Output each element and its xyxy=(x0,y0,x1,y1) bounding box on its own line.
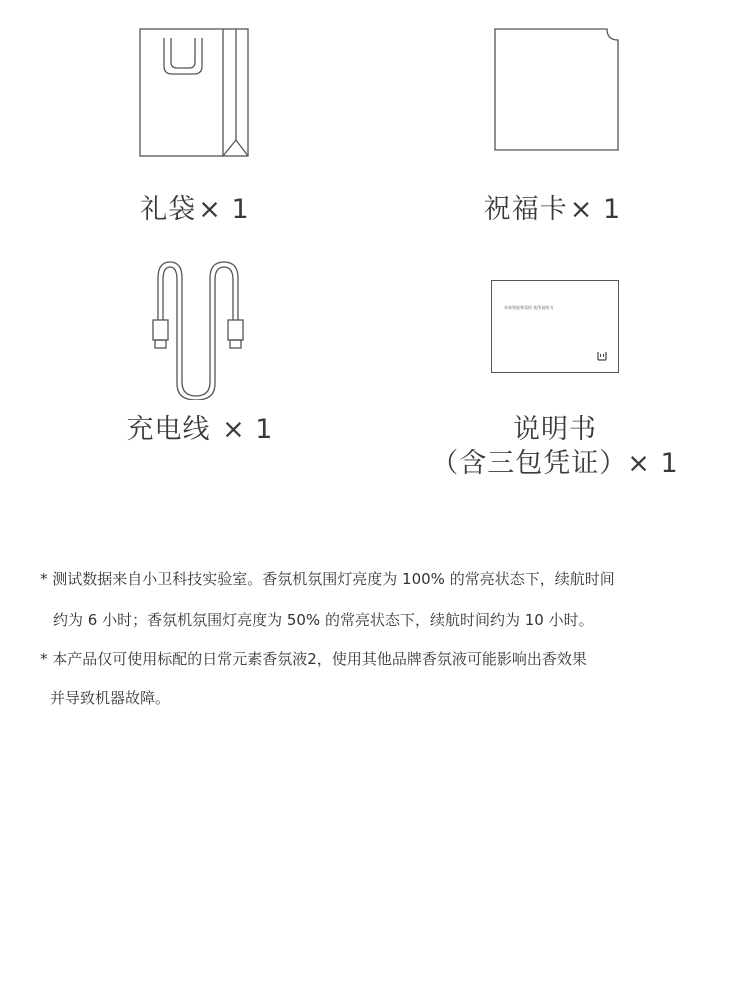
manual-booklet-icon xyxy=(491,280,619,373)
note-line: * 本产品仅可使用标配的日常元素香氛液2，使用其他品牌香氛液可能影响出香效果 xyxy=(40,650,587,668)
note-line: * 测试数据来自小卫科技实验室。香氛机氛围灯亮度为 100% 的常亮状态下，续航时间 xyxy=(40,570,615,588)
gift-bag-icon xyxy=(139,28,251,158)
item-qty: × 1 xyxy=(569,194,622,225)
item-name: 礼袋 xyxy=(140,194,197,225)
mijia-logo-icon xyxy=(597,351,607,361)
manual-booklet-title: 米家智能香氛机 使用说明书 xyxy=(504,305,554,310)
item-name: 说明书 xyxy=(513,414,597,445)
note-line: 并导致机器故障。 xyxy=(50,689,171,707)
item-name: 充电线 xyxy=(126,414,211,445)
item-label-gift-bag xyxy=(110,194,280,226)
note-line: 约为 6 小时；香氛机氛围灯亮度为 50% 的常亮状态下，续航时间约为 10 小时。 xyxy=(53,611,594,629)
item-qty: × 1 xyxy=(198,194,250,225)
item-label-charging-cable xyxy=(110,414,290,446)
item-sub-label-manual xyxy=(420,448,690,480)
item-label-greeting-card xyxy=(465,194,640,226)
item-name: 祝福卡 xyxy=(483,194,568,225)
item-label-manual xyxy=(480,414,630,446)
usb-c-cable-icon xyxy=(148,258,248,400)
greeting-card-icon xyxy=(494,28,621,152)
item-qty: × 1 xyxy=(212,414,274,445)
item-qty: （含三包凭证）× 1 xyxy=(431,448,679,479)
